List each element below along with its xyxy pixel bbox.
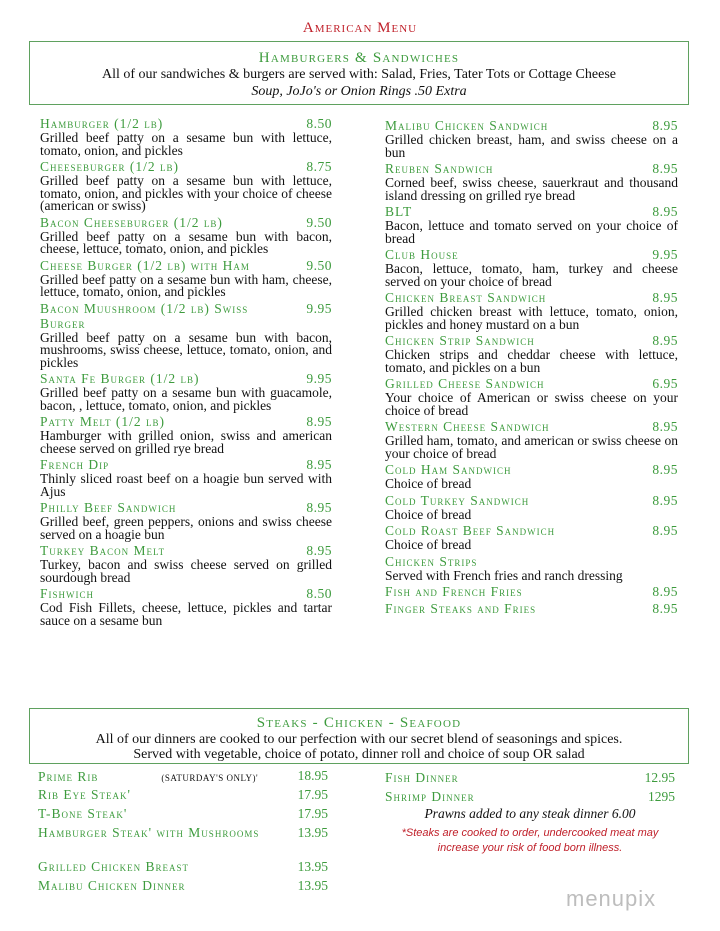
dinner-item-price: 13.95 xyxy=(297,878,328,893)
menu-item-description: Grilled beef patty on a sesame bun with lettuce, tomato, onion, and pickles xyxy=(40,130,332,158)
menu-item xyxy=(385,333,678,374)
menu-item-name: Chicken Strips xyxy=(385,553,478,569)
menu-item xyxy=(385,290,678,331)
menu-item-header xyxy=(385,554,678,569)
menu-item-header xyxy=(385,601,678,616)
menu-item-name: Fishwich xyxy=(40,586,95,601)
dinner-list-left xyxy=(38,768,328,897)
menu-item-name: Cold Turkey Sandwich xyxy=(385,492,530,508)
menu-item-description: Choice of bread xyxy=(385,476,472,491)
menu-item-header xyxy=(385,493,678,508)
menu-item xyxy=(385,204,678,245)
menu-item-name: Cheese Burger (1/2 lb) with Ham xyxy=(40,257,250,273)
dinner-item-price: 17.95 xyxy=(297,787,328,802)
menu-item xyxy=(385,584,678,599)
dinner-item-price: 12.95 xyxy=(644,770,675,785)
menu-item-price: 8.50 xyxy=(306,116,332,131)
menu-item-name: Hamburger (1/2 lb) xyxy=(40,116,164,131)
menu-item xyxy=(385,419,678,460)
dinner-item-price: 18.95 xyxy=(297,768,328,783)
menu-item-price: 8.95 xyxy=(652,492,678,508)
menu-item-description: Grilled chicken breast with lettuce, tomato, onion, pickles and honey mustard on a bun xyxy=(385,304,678,332)
menu-item-header xyxy=(40,586,332,601)
dinner-item-name: Rib Eye Steak' xyxy=(38,787,131,802)
dinner-item xyxy=(38,768,328,787)
menu-item-name: Western Cheese Sandwich xyxy=(385,419,550,434)
dinner-item xyxy=(38,787,328,806)
left-menu-column xyxy=(40,116,332,629)
menu-item-header xyxy=(385,118,678,133)
menu-item xyxy=(40,371,332,412)
dinner-item-note: (SATURDAY'S ONLY)' xyxy=(161,773,259,783)
menu-item xyxy=(385,554,678,583)
dinner-item-price: 17.95 xyxy=(297,806,328,821)
menu-item-description: Your choice of American or swiss cheese on your choice of bread xyxy=(385,390,678,418)
menu-item xyxy=(385,462,678,491)
food-warning: *Steaks are cooked to order, undercooked meat may increase your risk of food born illness. xyxy=(401,827,659,854)
menu-item-name: Bacon Cheeseburger (1/2 lb) xyxy=(40,214,223,230)
dinner-item xyxy=(385,770,675,789)
menu-item xyxy=(40,215,332,256)
dinner-item-name: T-Bone Steak' xyxy=(38,806,128,821)
menu-item-name: Turkey Bacon Melt xyxy=(40,543,166,558)
menu-item xyxy=(385,376,678,417)
menu-item xyxy=(385,493,678,522)
menu-item-price: 9.95 xyxy=(652,247,678,262)
menu-item-description: Cod Fish Fillets, cheese, lettuce, pickles and tartar sauce on a sesame bun xyxy=(40,600,332,628)
menu-item xyxy=(40,543,332,584)
menu-item xyxy=(40,414,332,455)
menu-item-description: Corned beef, swiss cheese, sauerkraut and thousand island dressing on grilled rye bread xyxy=(385,175,678,203)
menu-item-price: 8.95 xyxy=(652,523,678,538)
menu-item-name: Chicken Strip Sandwich xyxy=(385,333,535,348)
dinner-item-name: Grilled Chicken Breast xyxy=(38,859,189,874)
section-description: All of our dinners are cooked to our perfection with our secret blend of seasonings and spices. xyxy=(95,732,623,747)
watermark: menupix xyxy=(566,886,657,911)
menu-item-price: 8.50 xyxy=(306,586,332,601)
menu-item-header xyxy=(385,204,678,219)
dinner-item-name: Malibu Chicken Dinner xyxy=(38,878,186,893)
sandwich-section-header xyxy=(29,41,689,105)
menu-item-header xyxy=(385,584,678,599)
menu-item-price: 8.95 xyxy=(306,543,332,558)
menu-item-name: Grilled Cheese Sandwich xyxy=(385,376,545,391)
menu-item-description: Grilled beef patty on a sesame bun with bacon, cheese, lettuce, tomato, onion, and pickles xyxy=(40,228,332,256)
menu-item-description: Grilled beef patty on a sesame bun with ham, cheese, lettuce, tomato, onion, and pickles xyxy=(40,271,332,299)
menu-item-name: Fish and French Fries xyxy=(385,584,523,599)
section-title: Steaks - Chicken - Seafood xyxy=(256,715,462,731)
menu-item xyxy=(40,116,332,157)
prawns-note: Prawns added to any steak dinner 6.00 xyxy=(424,806,636,821)
section-description: Served with vegetable, choice of potato, dinner roll and choice of soup OR salad xyxy=(133,747,585,762)
menu-item-header xyxy=(385,247,678,262)
menu-item-price: 9.95 xyxy=(306,371,332,386)
menu-item-price: 8.95 xyxy=(306,457,332,472)
dinner-item-name: Hamburger Steak' with Mushrooms xyxy=(38,825,260,840)
menu-item-description: Grilled beef, green peppers, onions and swiss cheese served on a hoagie bun xyxy=(40,514,332,542)
menu-item-header xyxy=(385,290,678,305)
menu-item-price: 9.95 xyxy=(306,300,332,316)
dinner-item-price: 13.95 xyxy=(297,859,328,874)
menu-item-description: Served with French fries and ranch dressing xyxy=(385,567,623,583)
menu-item xyxy=(385,161,678,202)
menu-item-header xyxy=(385,376,678,391)
menu-item-header xyxy=(385,419,678,434)
menu-item xyxy=(40,586,332,627)
section-subtitle: All of our sandwiches & burgers are served with: Salad, Fries, Tater Tots or Cottage Cheese xyxy=(102,67,616,82)
menu-item-description: Choice of bread xyxy=(385,537,472,552)
menu-item xyxy=(40,500,332,541)
dinner-item-price: 1295 xyxy=(648,789,675,804)
menu-item-description: Bacon, lettuce, tomato, ham, turkey and cheese served on your choice of bread xyxy=(385,261,678,289)
menu-item-name: Malibu Chicken Sandwich xyxy=(385,118,549,133)
menu-item-price: 8.95 xyxy=(652,118,678,133)
menu-item-header xyxy=(385,333,678,348)
menu-item-description: Grilled chicken breast, ham, and swiss cheese on a bun xyxy=(385,132,678,160)
menu-item-description: Bacon, lettuce and tomato served on your choice of bread xyxy=(385,218,678,246)
menu-item-name: Philly Beef Sandwich xyxy=(40,500,177,515)
menu-item xyxy=(40,159,332,213)
menu-item-price: 9.50 xyxy=(306,257,332,273)
menu-item-header xyxy=(40,457,332,472)
menu-item xyxy=(40,457,332,498)
menu-item-name: BLT xyxy=(385,204,413,219)
menu-item xyxy=(385,601,678,616)
dinner-item xyxy=(38,859,328,878)
menu-item-name: Cold Roast Beef Sandwich xyxy=(385,523,556,538)
dinner-item-name: Fish Dinner xyxy=(385,770,459,785)
menu-item-description: Grilled beef patty on a sesame bun with lettuce, tomato, onion, and pickles with your choice of cheese (american or swiss) xyxy=(40,173,332,213)
menu-item xyxy=(385,118,678,159)
menu-item-price: 6.95 xyxy=(652,376,678,391)
menu-item-price: 8.95 xyxy=(652,601,678,616)
menu-item-description: Chicken strips and cheddar cheese with lettuce, tomato, and pickles on a bun xyxy=(385,347,678,375)
menu-item-header xyxy=(40,301,332,331)
menu-item-price: 9.50 xyxy=(306,214,332,230)
menu-item-header xyxy=(40,414,332,429)
menu-item-price: 8.95 xyxy=(652,419,678,434)
dinner-item-price: 13.95 xyxy=(297,825,328,840)
menu-item-name: Cheeseburger (1/2 lb) xyxy=(40,159,179,174)
menu-item-price: 8.95 xyxy=(652,204,678,219)
dinner-item-name: Prime Rib xyxy=(38,769,99,784)
menu-item-price: 8.95 xyxy=(652,290,678,305)
menu-item xyxy=(385,247,678,288)
dinner-item xyxy=(38,878,328,897)
menu-item-description: Hamburger with grilled onion, swiss and american cheese served on grilled rye bread xyxy=(40,428,332,456)
dinner-item xyxy=(38,806,328,825)
menu-item-header xyxy=(40,258,332,273)
menu-item-description: Grilled beef patty on a sesame bun with bacon, mushrooms, swiss cheese, lettuce, tomato, onion, and pickles xyxy=(40,329,332,370)
menu-item-name: Finger Steaks and Fries xyxy=(385,601,537,616)
menu-item-header xyxy=(40,371,332,386)
menu-item xyxy=(40,258,332,299)
menu-item-price: 8.95 xyxy=(652,333,678,348)
section-extra-note: Soup, JoJo's or Onion Rings .50 Extra xyxy=(251,84,467,99)
menu-item-name: Reuben Sandwich xyxy=(385,161,494,176)
section-title: Hamburgers & Sandwiches xyxy=(258,50,460,66)
dinner-item xyxy=(38,825,328,859)
menu-item-header xyxy=(40,543,332,558)
menu-item-name: Club House xyxy=(385,247,459,262)
menu-item-name: Patty Melt (1/2 lb) xyxy=(40,414,166,429)
menu-item-header xyxy=(385,161,678,176)
menu-item xyxy=(385,523,678,552)
menu-item-description: Turkey, bacon and swiss cheese served on grilled sourdough bread xyxy=(40,557,332,585)
menu-item-name: Santa Fe Burger (1/2 lb) xyxy=(40,371,200,386)
menu-item xyxy=(40,301,332,370)
menu-item-header xyxy=(40,159,332,174)
menu-item-description: Thinly sliced roast beef on a hoagie bun served with Ajus xyxy=(40,471,332,499)
menu-item-description: Grilled beef patty on a sesame bun with guacamole, bacon, , lettuce, tomato, onion, and pickles xyxy=(40,385,332,413)
menu-item-name: French Dip xyxy=(40,457,110,472)
menu-item-price: 8.75 xyxy=(306,159,332,174)
menu-item-price: 8.95 xyxy=(652,161,678,176)
menu-item-header xyxy=(40,500,332,515)
menu-item-header xyxy=(40,215,332,230)
menu-item-price: 8.95 xyxy=(652,584,678,599)
menu-item-header xyxy=(40,116,332,131)
dinner-list-right xyxy=(385,770,675,808)
menu-item-price: 8.95 xyxy=(306,500,332,515)
menu-item-description: Grilled ham, tomato, and american or swiss cheese on your choice of bread xyxy=(385,433,678,461)
right-menu-column xyxy=(385,118,678,618)
menu-item-header xyxy=(385,462,678,477)
menu-item-description: Choice of bread xyxy=(385,506,472,522)
menu-item-header xyxy=(385,523,678,538)
dinner-section-header xyxy=(29,708,689,764)
menu-item-price: 8.95 xyxy=(306,414,332,429)
page-title: American Menu xyxy=(302,20,418,36)
menu-item-name: Cold Ham Sandwich xyxy=(385,462,512,477)
menu-item-price: 8.95 xyxy=(652,462,678,477)
dinner-item-name: Shrimp Dinner xyxy=(385,789,475,804)
menu-item-name: Bacon Muushroom (1/2 lb) Swiss Burger xyxy=(40,300,249,331)
menu-item-name: Chicken Breast Sandwich xyxy=(385,290,547,305)
